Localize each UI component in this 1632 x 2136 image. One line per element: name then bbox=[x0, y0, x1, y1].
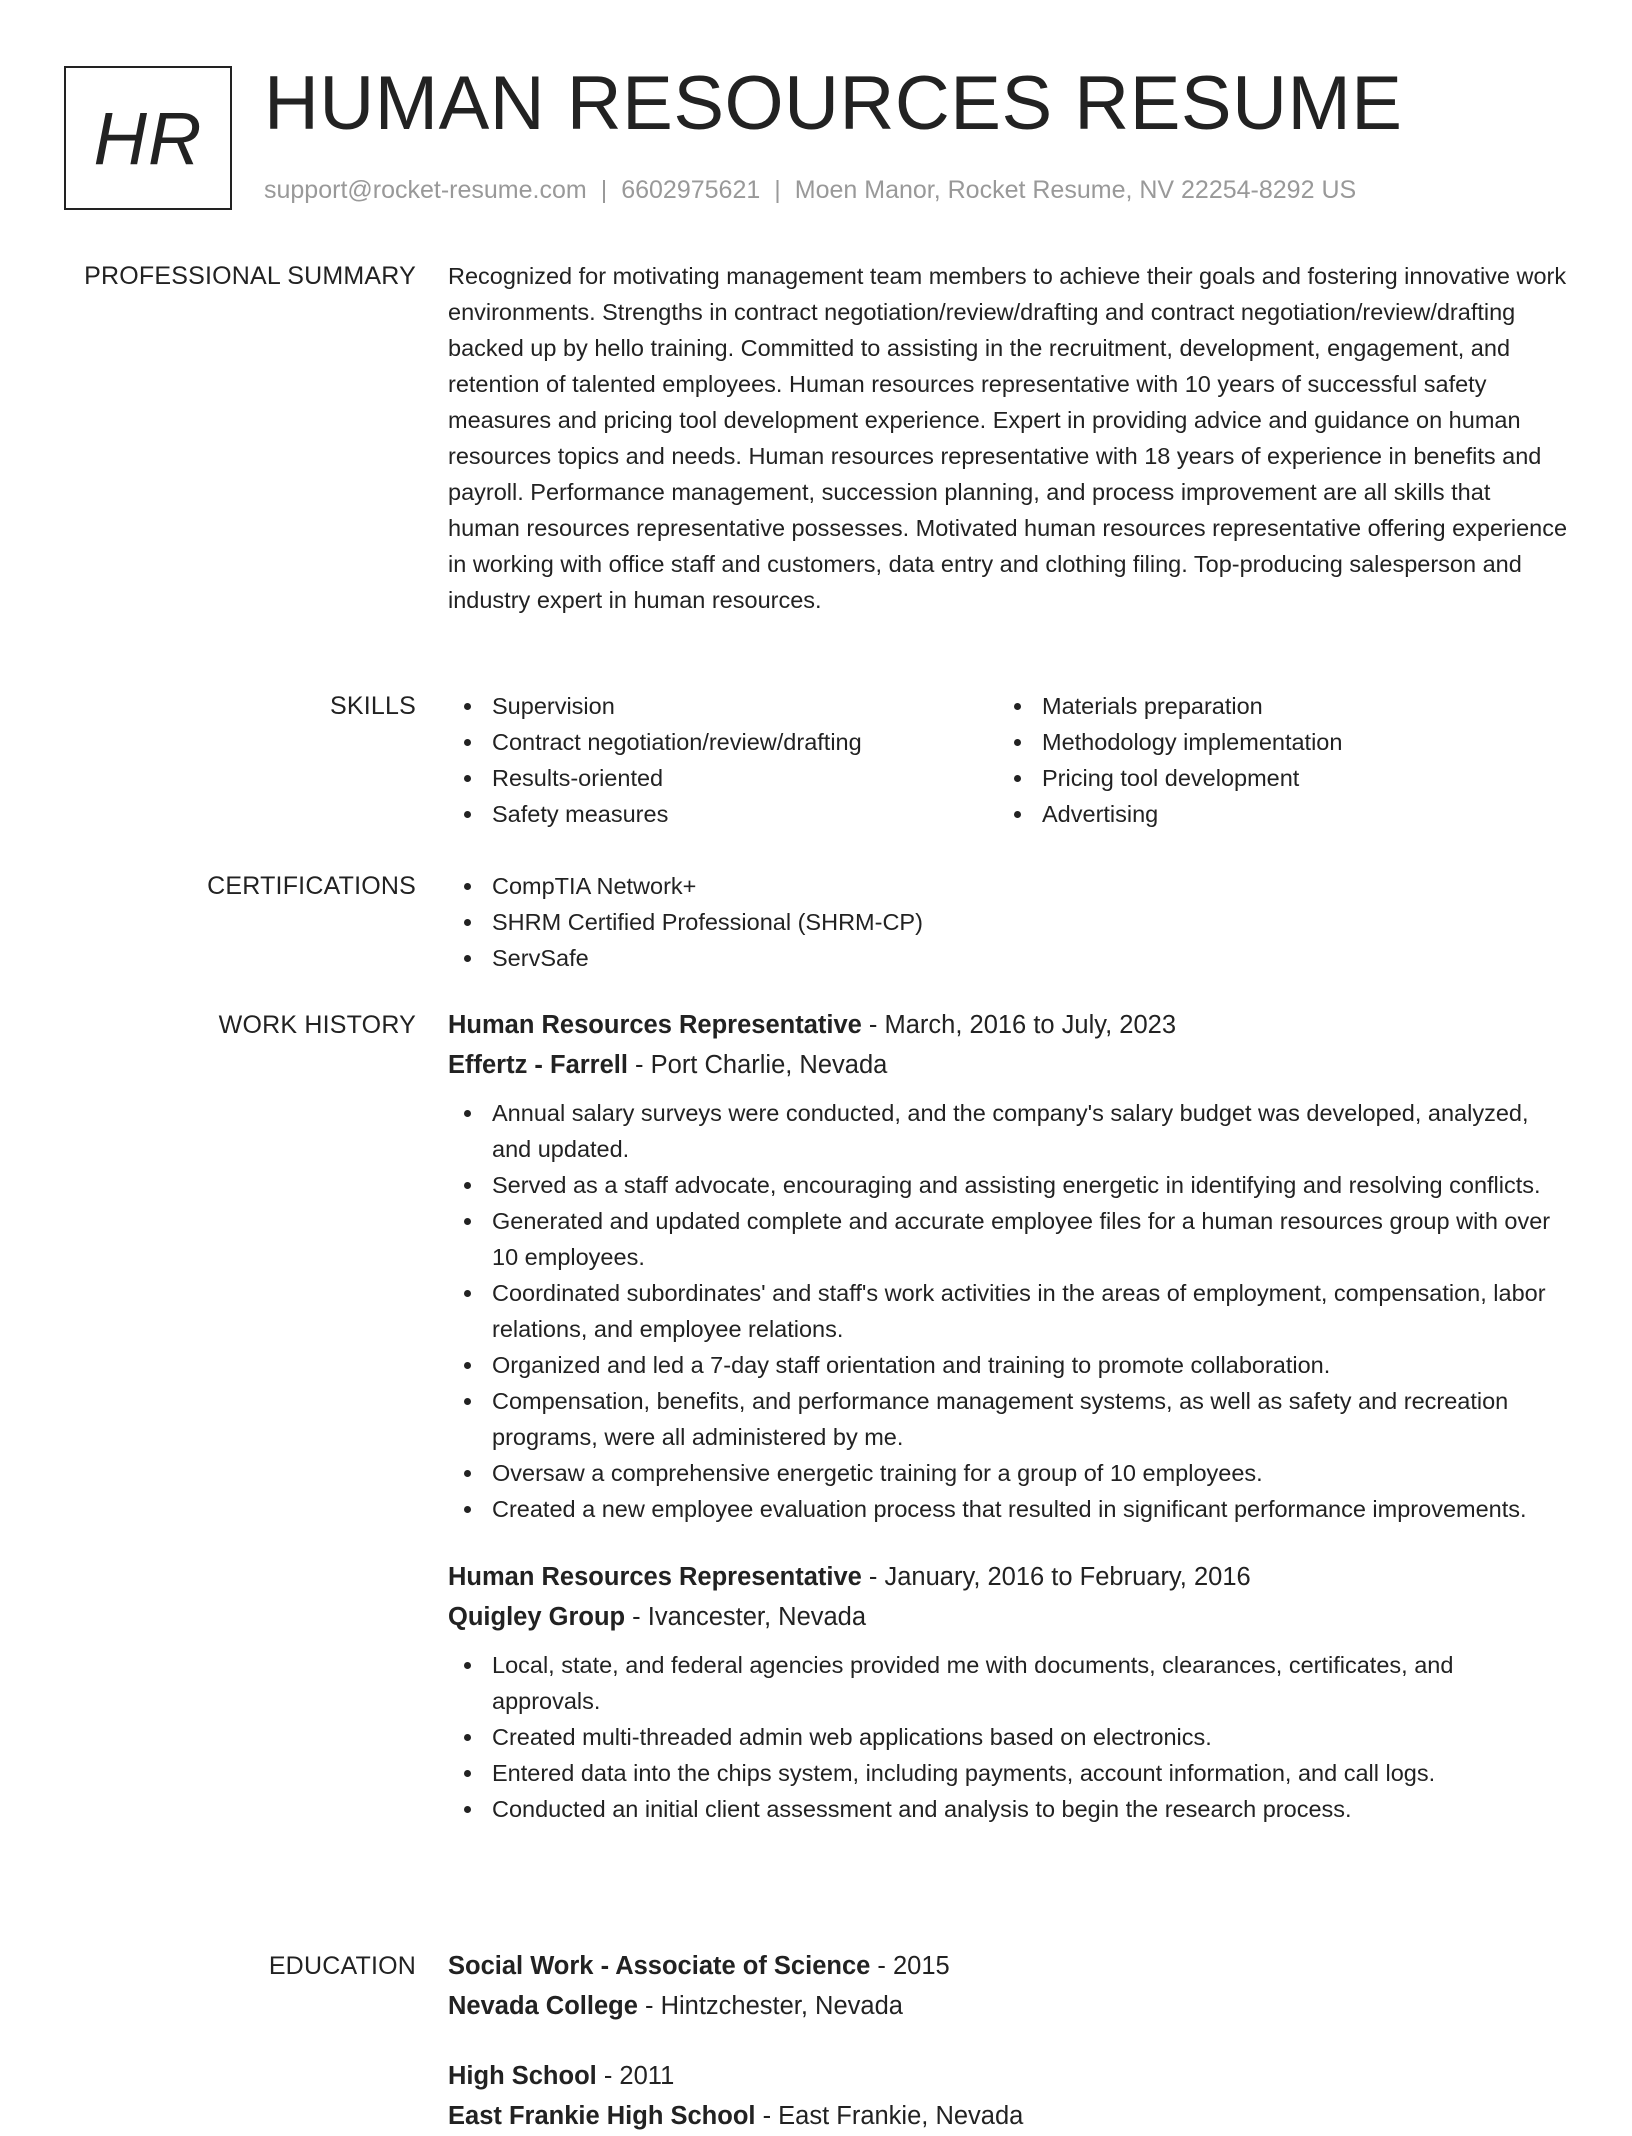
education-school: Nevada College bbox=[448, 1992, 638, 2020]
section-heading: EDUCATION bbox=[268, 1952, 416, 1980]
contact-address: Moen Manor, Rocket Resume, NV 22254-8292 US bbox=[794, 176, 1357, 204]
skills-list-left bbox=[448, 688, 998, 832]
section-heading: WORK HISTORY bbox=[218, 1011, 416, 1039]
contact-line bbox=[264, 176, 1356, 205]
resume-header bbox=[64, 61, 1564, 210]
list-item: Supervision bbox=[448, 688, 998, 724]
list-item: Generated and updated complete and accurate employee files for a human resources group with over 10 employees. bbox=[448, 1203, 1568, 1275]
certifications-content bbox=[448, 868, 1568, 976]
section-heading: SKILLS bbox=[330, 692, 416, 720]
education-entry bbox=[448, 1946, 1568, 2026]
education-content bbox=[448, 1946, 1568, 2136]
list-item: CompTIA Network+ bbox=[448, 868, 1568, 904]
job-dates: - March, 2016 to July, 2023 bbox=[861, 1011, 1177, 1039]
job-location: - Ivancester, Nevada bbox=[625, 1603, 867, 1631]
list-item: Compensation, benefits, and performance management systems, as well as safety and recreation programs, were all administered by me. bbox=[448, 1383, 1568, 1455]
job-title: Human Resources Representative bbox=[448, 1563, 862, 1591]
list-item: Materials preparation bbox=[998, 688, 1548, 724]
job-company: Effertz - Farrell bbox=[448, 1051, 628, 1079]
list-item: Local, state, and federal agencies provided me with documents, clearances, certificates, and approvals. bbox=[448, 1647, 1568, 1719]
monogram-box bbox=[64, 66, 232, 210]
list-item: Pricing tool development bbox=[998, 760, 1548, 796]
list-item: SHRM Certified Professional (SHRM-CP) bbox=[448, 904, 1568, 940]
monogram-text: HR bbox=[93, 96, 203, 180]
list-item: Oversaw a comprehensive energetic training for a group of 10 employees. bbox=[448, 1455, 1568, 1491]
education-entry bbox=[448, 2056, 1568, 2136]
list-item: Organized and led a 7-day staff orientation and training to promote collaboration. bbox=[448, 1347, 1568, 1383]
job-title: Human Resources Representative bbox=[448, 1011, 862, 1039]
list-item: Created a new employee evaluation process that resulted in significant performance improvements. bbox=[448, 1491, 1568, 1527]
list-item: Contract negotiation/review/drafting bbox=[448, 724, 998, 760]
list-item: Safety measures bbox=[448, 796, 998, 832]
list-item: Created multi-threaded admin web applications based on electronics. bbox=[448, 1719, 1568, 1755]
list-item: Conducted an initial client assessment and analysis to begin the research process. bbox=[448, 1791, 1568, 1827]
job-entry bbox=[448, 1557, 1568, 1827]
section-heading: PROFESSIONAL SUMMARY bbox=[84, 262, 416, 290]
education-school: East Frankie High School bbox=[448, 2102, 756, 2130]
job-company-line bbox=[448, 1597, 1568, 1637]
education-degree-line bbox=[448, 1946, 1568, 1986]
list-item: Entered data into the chips system, including payments, account information, and call logs. bbox=[448, 1755, 1568, 1791]
contact-separator: | bbox=[600, 176, 608, 204]
education-location: - Hintzchester, Nevada bbox=[637, 1992, 903, 2020]
job-duties-list bbox=[448, 1095, 1568, 1527]
list-item: Results-oriented bbox=[448, 760, 998, 796]
education-school-line bbox=[448, 1986, 1568, 2026]
list-item: Methodology implementation bbox=[998, 724, 1548, 760]
certifications-list bbox=[448, 868, 1568, 976]
list-item: ServSafe bbox=[448, 940, 1568, 976]
education-year: - 2011 bbox=[596, 2062, 675, 2090]
job-title-line bbox=[448, 1557, 1568, 1597]
skills-columns bbox=[448, 688, 1568, 832]
summary-text: Recognized for motivating management team members to achieve their goals and fostering innovative work environments. Strengths in contract negotiation/review/drafting and contract negotiation/review/drafting backed up by hello training. Committed to assisting in the recruitment, development, engagement, and retention of talented employees. Human resources representative with 10 years of successful safety measures and pricing tool development experience. Expert in providing advice and guidance on human resources topics and needs. Human resources representative with 18 years of experience in benefits and payroll. Performance management, succession planning, and process improvement are all skills that human resources representative possesses. Motivated human resources representative offering experience in working with office staff and customers, data entry and clothing filing. Top-producing salesperson and industry expert in human resources. bbox=[448, 263, 1568, 613]
job-entry bbox=[448, 1005, 1568, 1527]
job-company: Quigley Group bbox=[448, 1603, 626, 1631]
work-history-content bbox=[448, 1005, 1568, 1827]
list-item: Served as a staff advocate, encouraging and assisting energetic in identifying and resolving conflicts. bbox=[448, 1167, 1568, 1203]
list-item: Advertising bbox=[998, 796, 1548, 832]
education-degree: High School bbox=[448, 2062, 597, 2090]
job-dates: - January, 2016 to February, 2016 bbox=[861, 1563, 1251, 1591]
education-location: - East Frankie, Nevada bbox=[755, 2102, 1024, 2130]
contact-separator: | bbox=[774, 176, 781, 204]
education-degree: Social Work - Associate of Science bbox=[448, 1952, 871, 1980]
section-heading: CERTIFICATIONS bbox=[207, 872, 416, 900]
education-degree-line bbox=[448, 2056, 1568, 2096]
skills-list-right bbox=[998, 688, 1548, 832]
job-duties-list bbox=[448, 1647, 1568, 1827]
education-school-line bbox=[448, 2096, 1568, 2136]
resume-title: HUMAN RESOURCES RESUME bbox=[264, 61, 1403, 146]
education-year: - 2015 bbox=[870, 1952, 950, 1980]
job-company-line bbox=[448, 1045, 1568, 1085]
job-title-line bbox=[448, 1005, 1568, 1045]
contact-email[interactable]: support@rocket-resume.com bbox=[264, 176, 587, 204]
list-item: Annual salary surveys were conducted, and the company's salary budget was developed, analyzed, and updated. bbox=[448, 1095, 1568, 1167]
job-location: - Port Charlie, Nevada bbox=[627, 1051, 888, 1079]
list-item: Coordinated subordinates' and staff's work activities in the areas of employment, compensation, labor relations, and employee relations. bbox=[448, 1275, 1568, 1347]
contact-phone[interactable]: 6602975621 bbox=[621, 176, 761, 204]
